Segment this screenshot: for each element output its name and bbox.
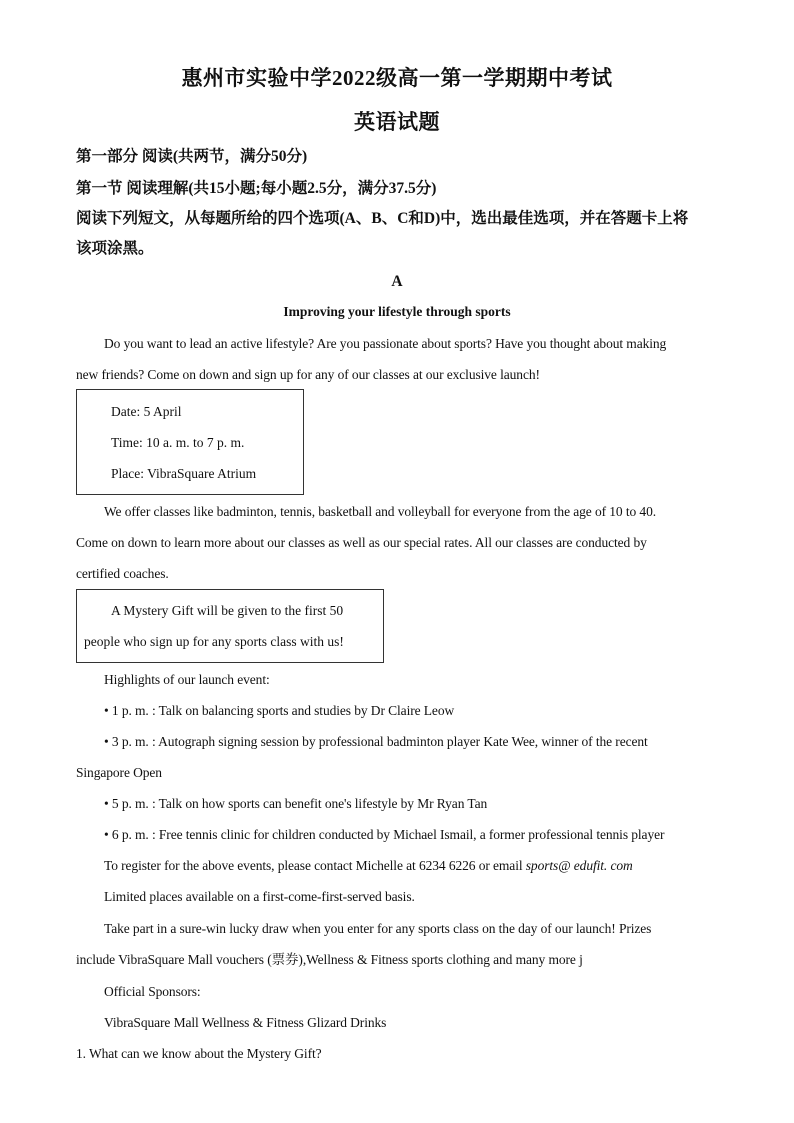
exam-title: 惠州市实验中学2022级高一第一学期期中考试 — [181, 66, 613, 90]
passage-title: Improving your lifestyle through sports — [283, 304, 511, 319]
question-1: 1. What can we know about the Mystery Gift? — [76, 1046, 322, 1061]
highlight-item-3: • 5 p. m. : Talk on how sports can benefit one's lifestyle by Mr Ryan Tan — [104, 796, 488, 811]
highlight-item-2-cont: Singapore Open — [76, 765, 162, 780]
register-text: To register for the above events, please contact Michelle at 6234 6226 or email — [104, 858, 526, 873]
passage-label: A — [391, 273, 403, 290]
lucky-draw-line-1: Take part in a sure-win lucky draw when you enter for any sports class on the day of our launch! Prizes — [104, 921, 652, 936]
offer-line-1: We offer classes like badminton, tennis, basketball and volleyball for everyone from the age of 10 to 40. — [104, 504, 656, 519]
event-place: Place: VibraSquare Atrium — [111, 466, 257, 481]
gift-line-2: people who sign up for any sports class with us! — [84, 634, 344, 649]
offer-line-3: certified coaches. — [76, 566, 169, 581]
highlights-heading: Highlights of our launch event: — [104, 672, 270, 687]
gift-line-1: A Mystery Gift will be given to the first 50 — [111, 603, 344, 618]
mystery-gift-box — [76, 589, 384, 663]
limited-places: Limited places available on a first-come-first-served basis. — [104, 889, 415, 904]
sponsors-heading: Official Sponsors: — [104, 984, 201, 999]
section-heading: 第一节 阅读理解(共15小题;每小题2.5分，满分37.5分) — [76, 180, 437, 197]
exam-subtitle: 英语试题 — [354, 110, 440, 134]
highlight-item-2: • 3 p. m. : Autograph signing session by professional badminton player Kate Wee, winner of the recent — [104, 734, 648, 749]
lucky-draw-line-2: include VibraSquare Mall vouchers (票券),Wellness & Fitness sports clothing and many more j — [76, 952, 583, 967]
highlight-item-1: • 1 p. m. : Talk on balancing sports and studies by Dr Claire Leow — [104, 703, 455, 718]
directions-line-1: 阅读下列短文，从每题所给的四个选项(A、B、C和D)中，选出最佳选项，并在答题卡上将 — [76, 210, 689, 227]
event-details-box — [76, 389, 304, 495]
part-heading: 第一部分 阅读(共两节，满分50分) — [76, 148, 308, 165]
highlight-item-4: • 6 p. m. : Free tennis clinic for children conducted by Michael Ismail, a former professional tennis player — [104, 827, 665, 842]
event-time: Time: 10 a. m. to 7 p. m. — [111, 435, 245, 450]
intro-line-2: new friends? Come on down and sign up for any of our classes at our exclusive launch! — [76, 367, 540, 382]
directions-line-2: 该项涂黑。 — [76, 240, 154, 257]
register-line — [104, 857, 754, 875]
sponsors-list: VibraSquare Mall Wellness & Fitness Glizard Drinks — [104, 1015, 387, 1030]
register-email: sports@ edufit. com — [525, 858, 633, 873]
intro-line-1: Do you want to lead an active lifestyle? Are you passionate about sports? Have you thought about making — [104, 336, 667, 351]
offer-line-2: Come on down to learn more about our classes as well as our special rates. All our classes are conducted by — [76, 535, 647, 550]
event-date: Date: 5 April — [111, 404, 182, 419]
